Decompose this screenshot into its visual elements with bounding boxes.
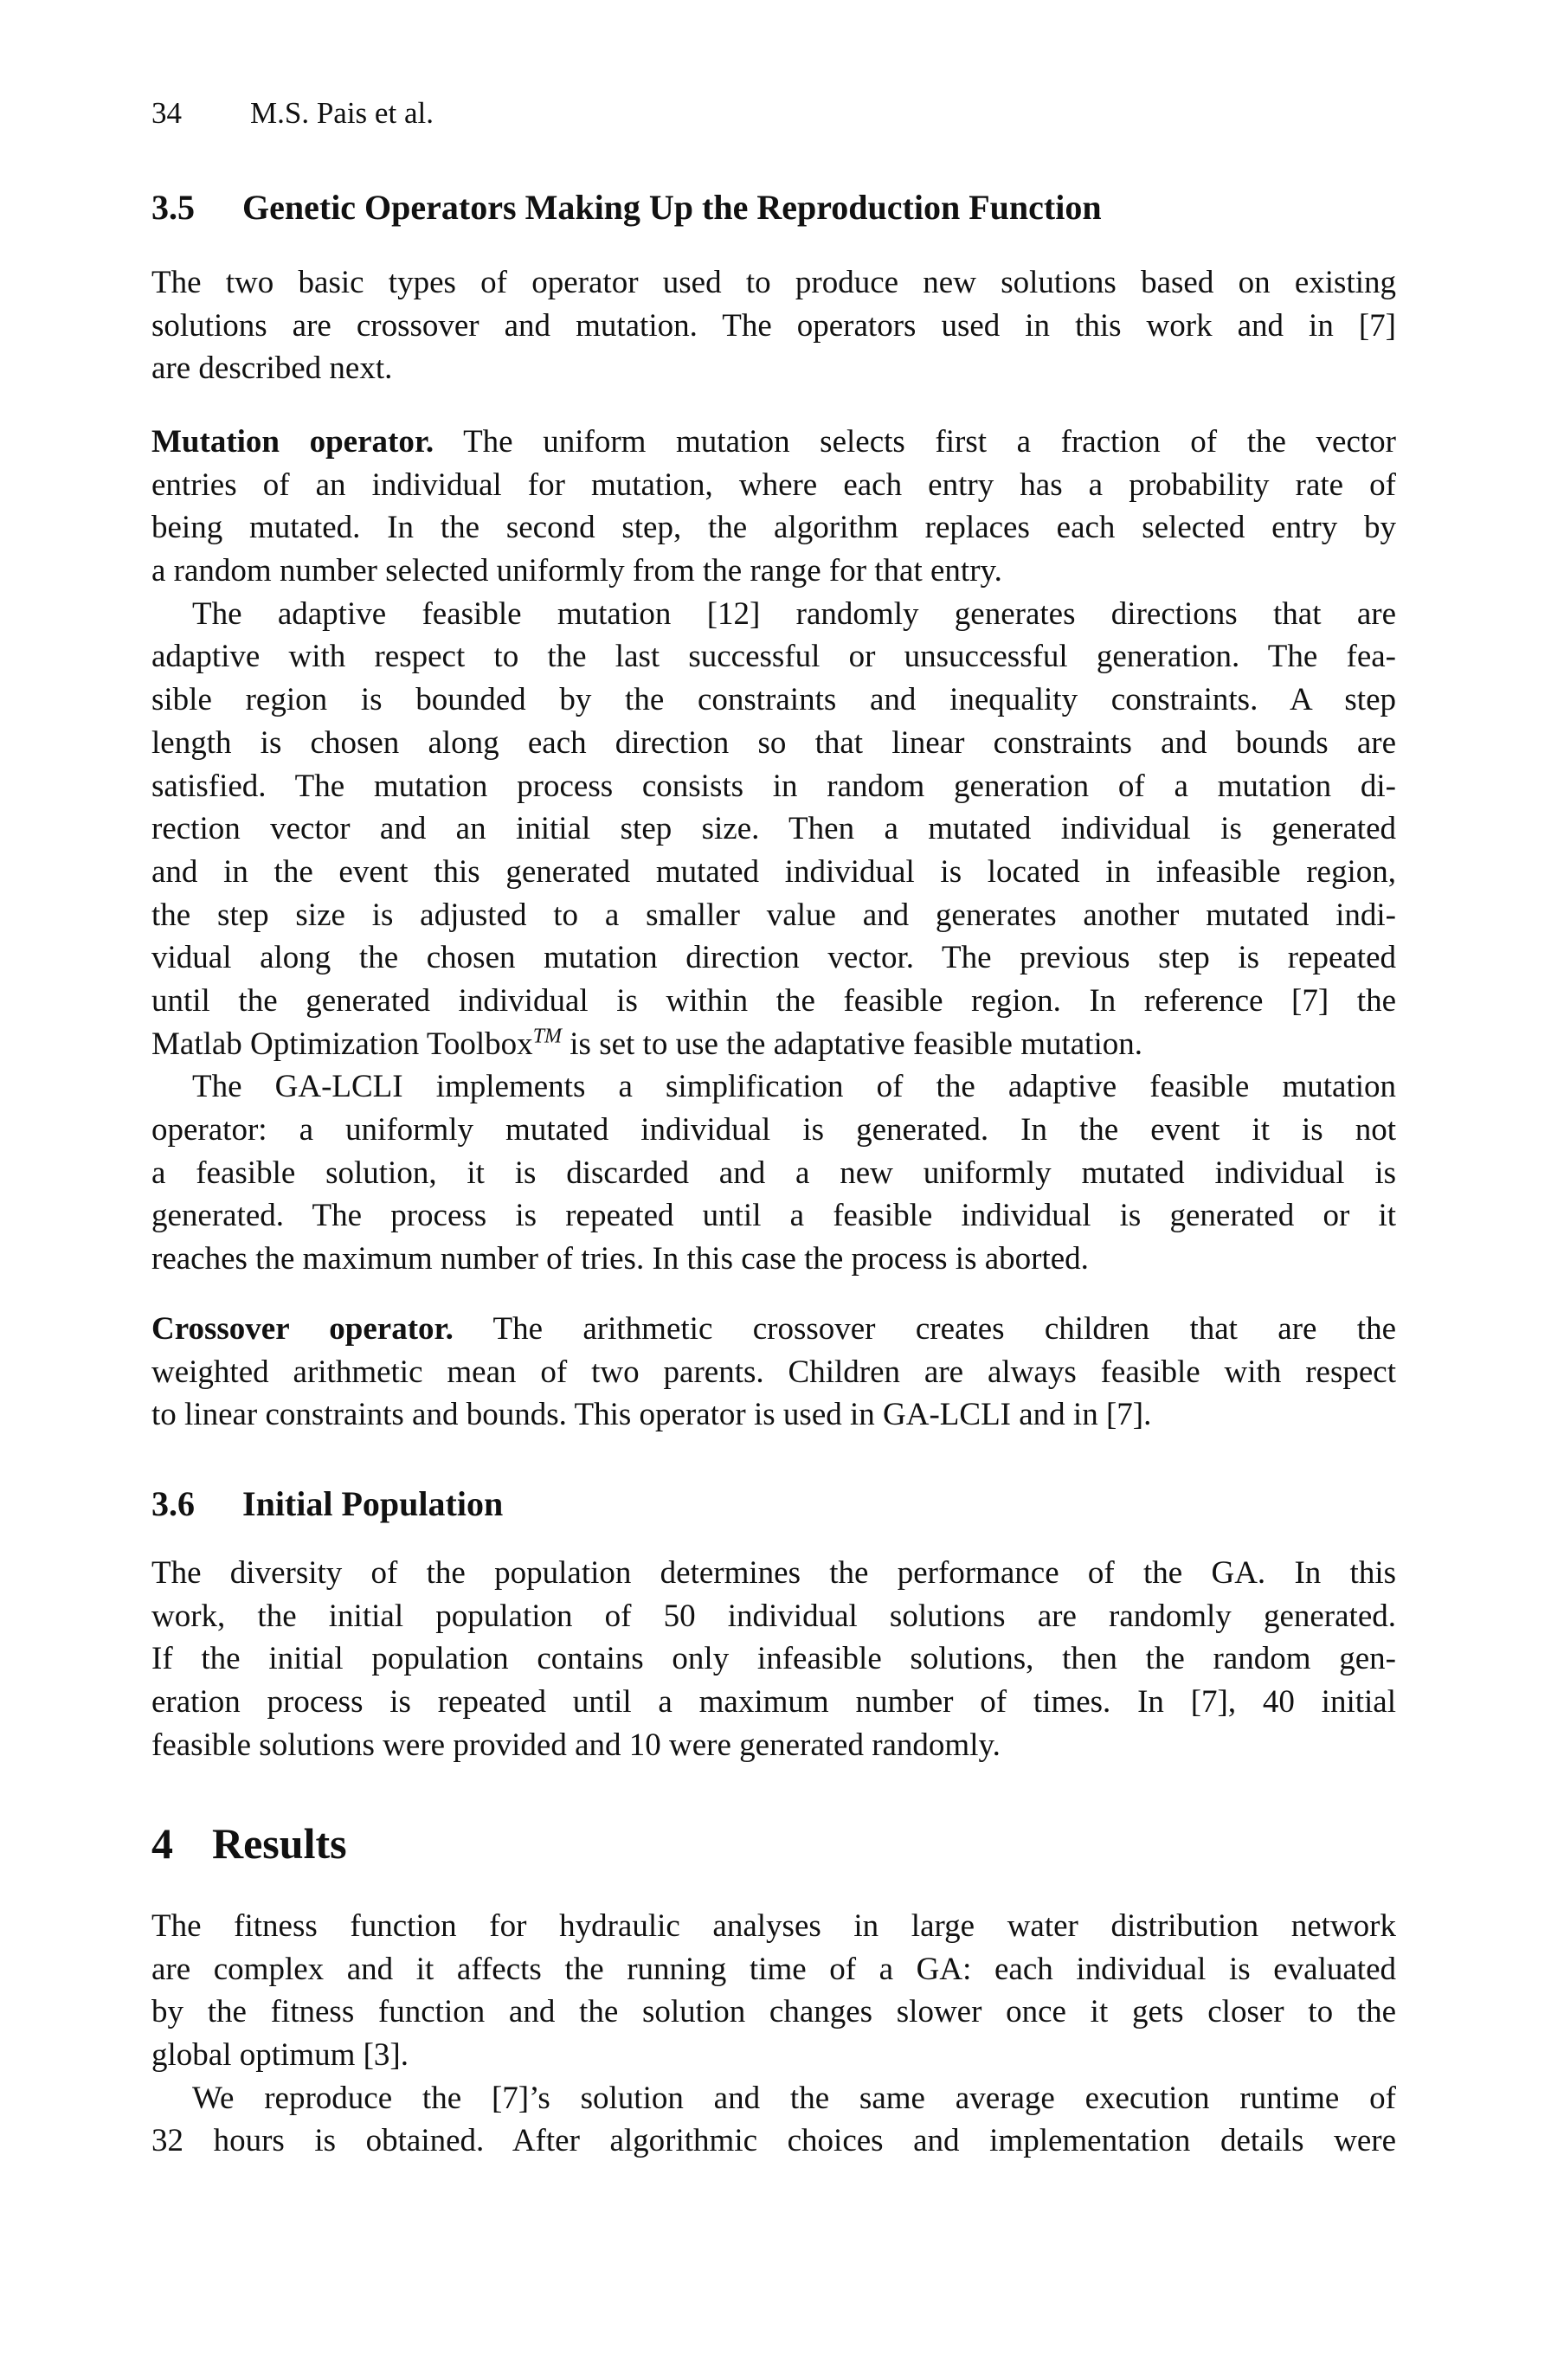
text-line: vidual along the chosen mutation direction vector. The previous step is repeated [151,940,1396,976]
paragraph-results [151,1905,1396,2163]
text-line: global optimum [3]. [151,2037,409,2074]
text-line: generated. The process is repeated until a feasible individual is generated or it [151,1198,1396,1234]
text-span: Matlab Optimization Toolbox [151,1026,533,1062]
text-line: the step size is adjusted to a smaller value and generates another mutated indi- [151,897,1396,933]
running-header [151,92,1396,135]
text-line: to linear constraints and bounds. This operator is used in GA-LCLI and in [7]. [151,1397,1152,1433]
text-line: a feasible solution, it is discarded and a new uniformly mutated individual is [151,1155,1396,1191]
text-line: operator: a uniformly mutated individual is generated. In the event it is not [151,1112,1396,1148]
section-number: 3.5 [151,188,195,227]
text-span: The uniform mutation selects first a fraction of the vector [434,424,1396,460]
text-line: being mutated. In the second step, the algorithm replaces each selected entry by [151,510,1396,546]
text-line: rection vector and an initial step size. Then a mutated individual is generated [151,811,1396,847]
section-heading-3-5 [151,186,1396,229]
text-line: If the initial population contains only infeasible solutions, then the random gen- [151,1641,1396,1677]
section-heading-4 [151,1813,1396,1874]
text-line: adaptive with respect to the last successful or unsuccessful generation. The fea- [151,639,1396,675]
text-line: reaches the maximum number of tries. In this case the process is aborted. [151,1241,1089,1277]
paragraph-initial-population [151,1552,1396,1766]
text-line [151,421,1396,464]
text-line: The fitness function for hydraulic analyses in large water distribution network [151,1908,1396,1944]
section-title: Results [212,1819,347,1868]
paragraph-intro [151,261,1396,390]
text-line: satisfied. The mutation process consists in random generation of a mutation di- [151,768,1396,804]
running-authors: M.S. Pais et al. [250,96,434,130]
text-line: feasible solutions were provided and 10 were generated randomly. [151,1727,1001,1763]
text-line: by the fitness function and the solution changes slower once it gets closer to the [151,1994,1396,2030]
text-line: entries of an individual for mutation, where each entry has a probability rate of [151,466,1396,503]
text-line: work, the initial population of 50 individual solutions are randomly generated. [151,1598,1396,1634]
text-line: The adaptive feasible mutation [12] randomly generates directions that are [192,595,1396,632]
text-line: length is chosen along each direction so that linear constraints and bounds are [151,724,1396,761]
text-line: eration process is repeated until a maximum number of times. In [7], 40 initial [151,1684,1396,1721]
text-span: The arithmetic crossover creates children that are the [453,1311,1396,1347]
run-in-heading: Mutation operator. [151,424,434,460]
text-line: sible region is bounded by the constraints and inequality constraints. A step [151,682,1396,718]
text-line: are complex and it affects the running time of a GA: each individual is evaluated [151,1951,1396,1987]
text-line: 32 hours is obtained. After algorithmic choices and implementation details were [151,2123,1396,2159]
section-title: Genetic Operators Making Up the Reproduction Function [242,188,1102,227]
text-line: We reproduce the [7]’s solution and the same average execution runtime of [192,2080,1396,2116]
text-line: weighted arithmetic mean of two parents. Children are always feasible with respect [151,1354,1396,1390]
mutation-operator-section [151,421,1396,1281]
section-heading-3-6 [151,1483,1396,1526]
trademark-superscript: TM [532,1025,563,1048]
text-span: is set to use the adaptative feasible mutation. [562,1026,1142,1062]
text-line: The two basic types of operator used to produce new solutions based on existing [151,265,1396,300]
text-line: and in the event this generated mutated individual is located in infeasible region, [151,853,1396,890]
crossover-operator-section [151,1308,1396,1437]
text-line [151,1308,1396,1351]
section-number: 4 [151,1819,173,1868]
page-number: 34 [151,96,182,130]
text-line: solutions are crossover and mutation. The operators used in this work and in [7] [151,307,1396,344]
section-title: Initial Population [242,1484,504,1523]
text-line: The GA-LCLI implements a simplification of the adaptive feasible mutation [192,1069,1396,1105]
text-line: The diversity of the population determines the performance of the GA. In this [151,1555,1396,1591]
text-line: a random number selected uniformly from the range for that entry. [151,553,1002,589]
text-line [151,1023,1396,1066]
text-line: until the generated individual is within the feasible region. In reference [7] the [151,982,1396,1019]
section-number: 3.6 [151,1484,195,1523]
run-in-heading: Crossover operator. [151,1311,454,1347]
text-line: are described next. [151,351,393,387]
